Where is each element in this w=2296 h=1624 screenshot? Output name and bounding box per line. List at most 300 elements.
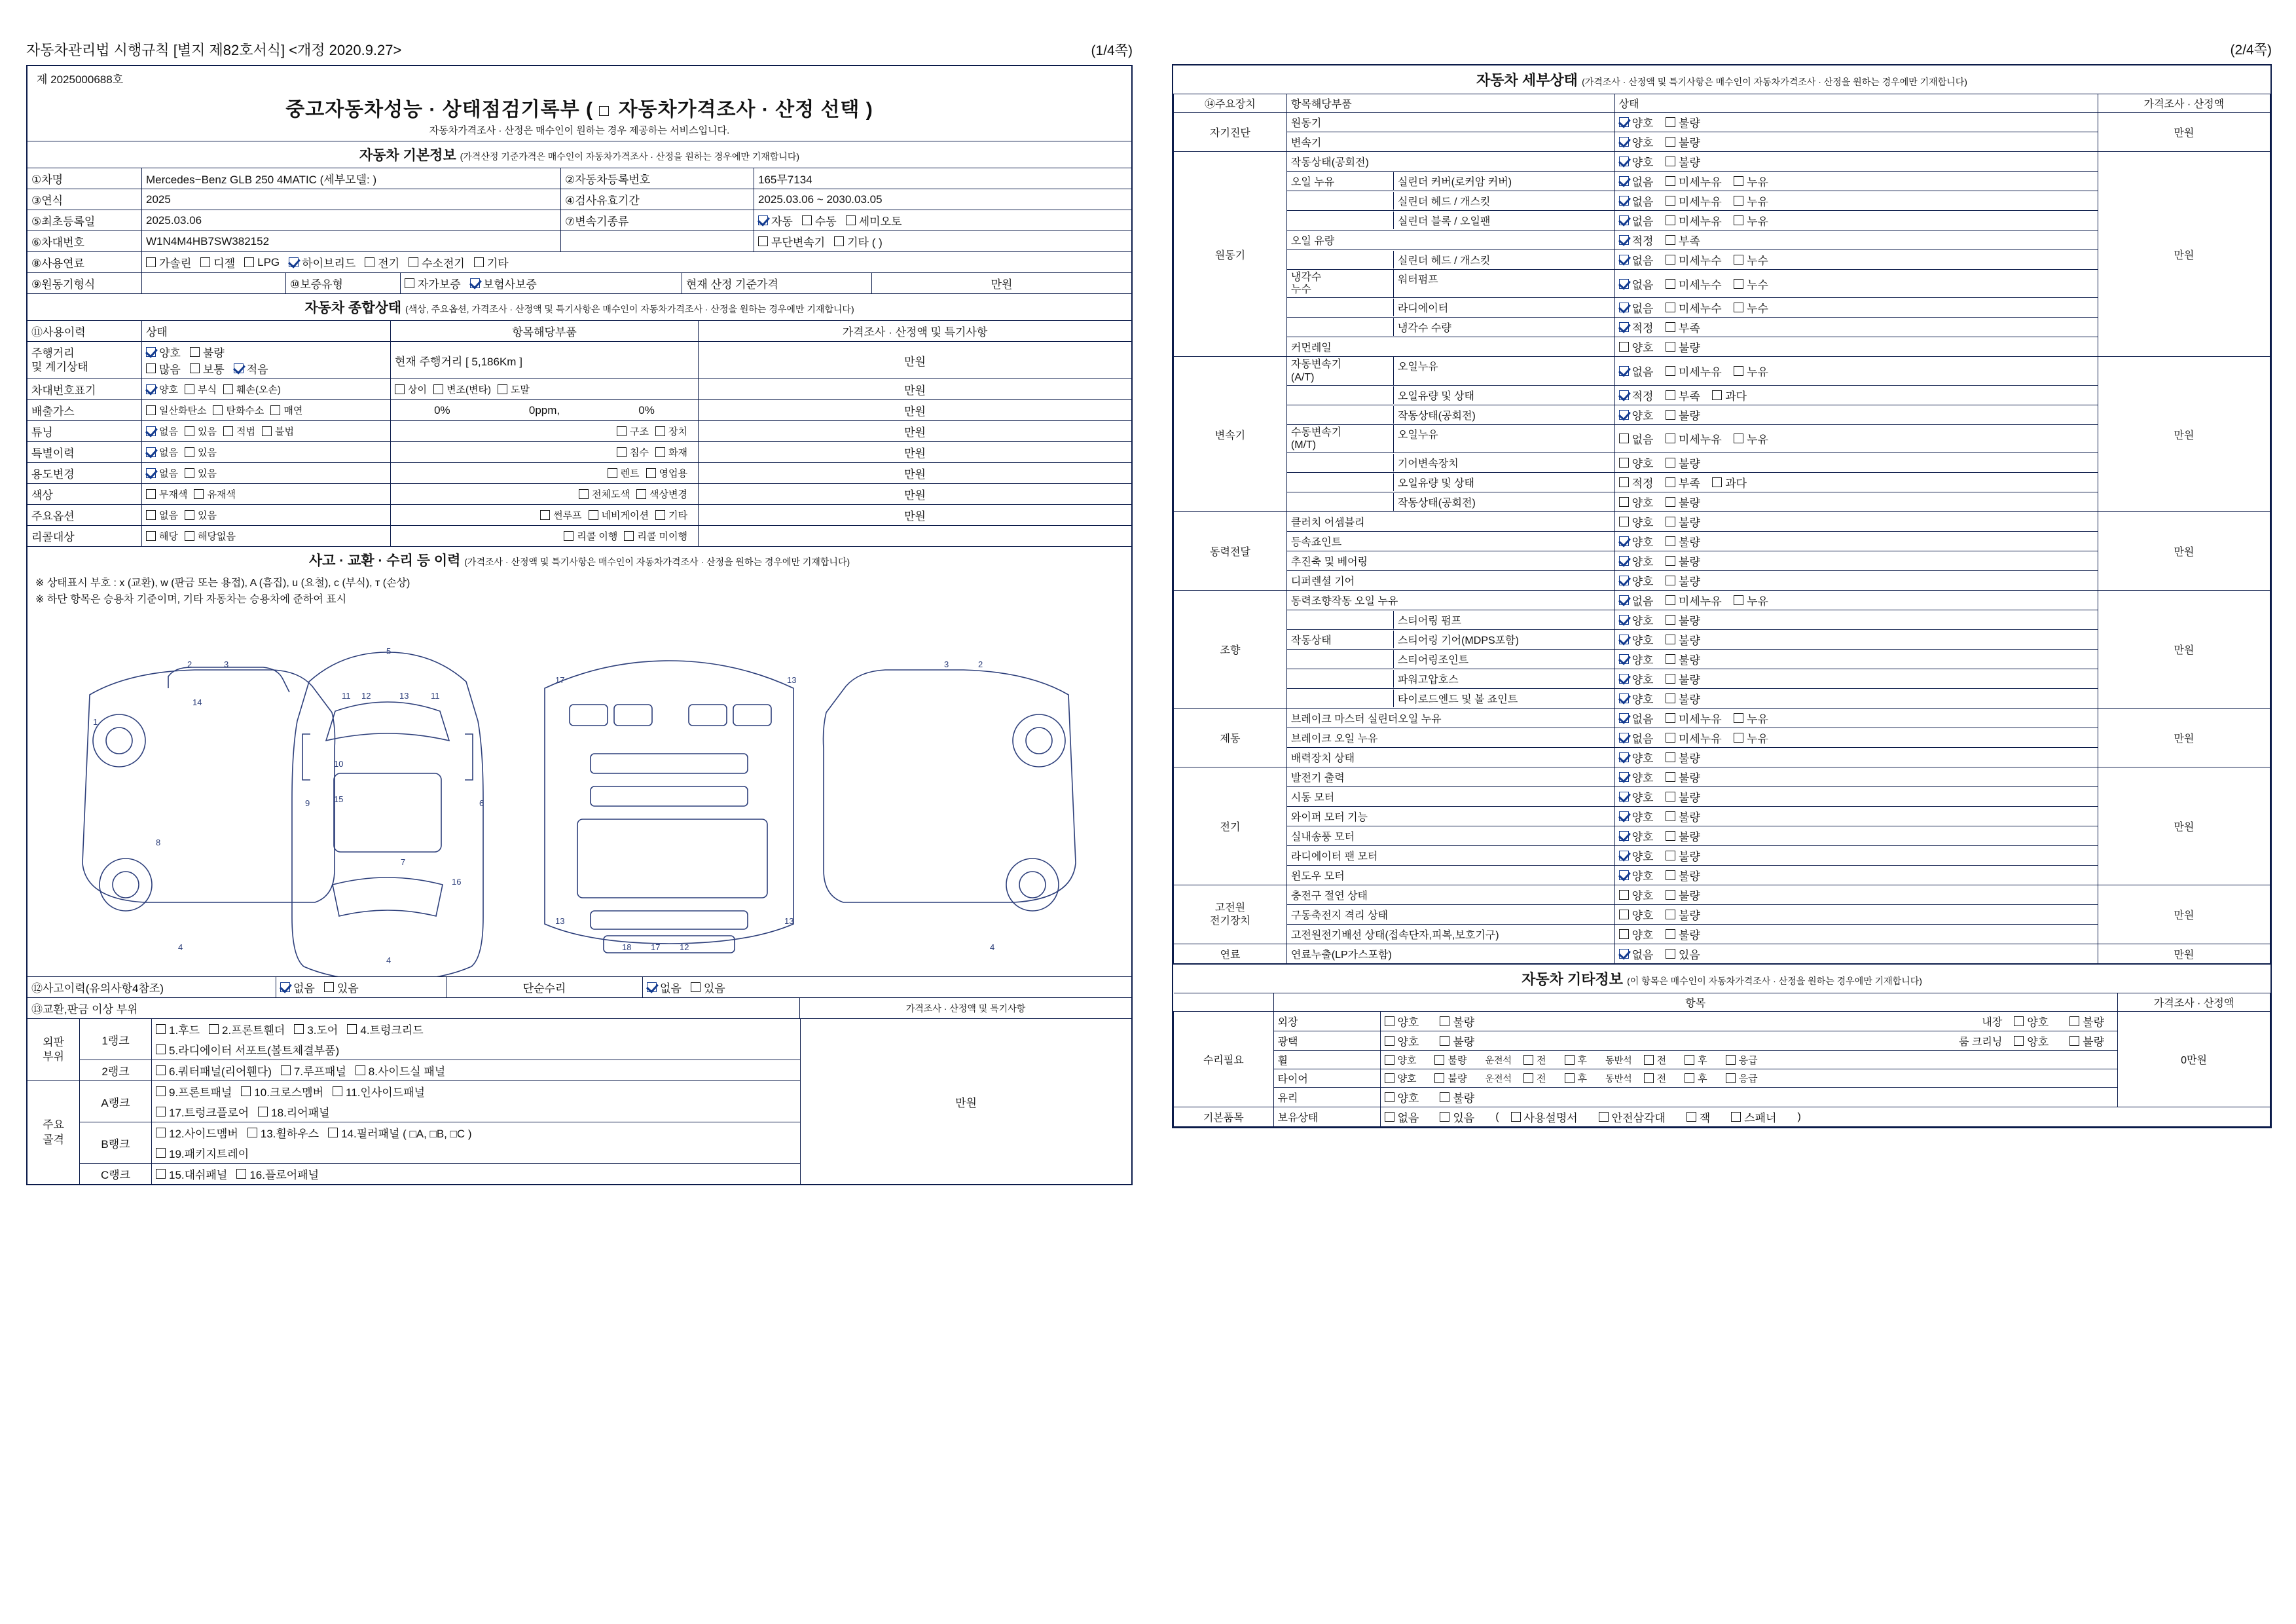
exterior-bad[interactable] (1440, 1013, 1474, 1029)
ps-leak-minor[interactable] (1666, 592, 1722, 608)
usechange-yes[interactable] (185, 466, 217, 480)
head-none[interactable] (1619, 193, 1654, 209)
special-none-checkbox[interactable] (146, 447, 156, 457)
fuel-lpg-checkbox[interactable] (244, 257, 254, 267)
at-leak-none[interactable] (1619, 363, 1654, 379)
color-nonmetal[interactable] (146, 487, 187, 501)
rocker-leak-checkbox[interactable] (1734, 176, 1743, 186)
simple-repair-yes-checkbox[interactable] (691, 982, 701, 992)
simple-repair-none-checkbox[interactable] (647, 982, 657, 992)
tire-good-checkbox[interactable] (1385, 1073, 1394, 1083)
usechange-yes-checkbox[interactable] (185, 468, 194, 478)
tire-passenger-front-checkbox[interactable] (1644, 1073, 1654, 1083)
mt-idle-bad-checkbox[interactable] (1666, 497, 1675, 507)
option-other[interactable] (655, 508, 687, 522)
pump-minor-checkbox[interactable] (1666, 279, 1675, 289)
engine-diag-bad[interactable] (1666, 114, 1700, 130)
tr-bad[interactable] (1666, 690, 1700, 707)
wiper-bad[interactable] (1666, 808, 1700, 824)
coolant-head-minor-checkbox[interactable] (1666, 255, 1675, 265)
mt-amount-low[interactable] (1666, 474, 1700, 490)
coolant-head-none-checkbox[interactable] (1619, 255, 1629, 265)
trans-option-auto[interactable] (758, 212, 793, 229)
vin-damage-checkbox[interactable] (223, 384, 233, 394)
block-none[interactable] (1619, 212, 1654, 229)
wheel-good[interactable] (1385, 1053, 1417, 1067)
item-front-panel-checkbox[interactable] (156, 1086, 166, 1096)
item-radiator-support-checkbox[interactable] (156, 1044, 166, 1054)
wiper-good[interactable] (1619, 808, 1654, 824)
wheel-passenger-rear-checkbox[interactable] (1685, 1055, 1694, 1065)
prop-good-checkbox[interactable] (1619, 556, 1629, 566)
item-quarter-panel-checkbox[interactable] (156, 1065, 166, 1075)
engine-diag-bad-checkbox[interactable] (1666, 117, 1675, 127)
idle-good[interactable] (1619, 153, 1654, 170)
fuel-other[interactable] (474, 254, 509, 270)
coolant-amount-ok-checkbox[interactable] (1619, 322, 1629, 332)
coolant-head-none[interactable] (1619, 251, 1654, 268)
usechange-commercial-checkbox[interactable] (646, 468, 656, 478)
mt-amount-ok-checkbox[interactable] (1619, 477, 1629, 487)
emission-co-checkbox[interactable] (146, 405, 156, 415)
ph-good[interactable] (1619, 671, 1654, 687)
warranty-self-checkbox[interactable] (405, 278, 414, 288)
color-metal-checkbox[interactable] (194, 489, 204, 499)
head-none-checkbox[interactable] (1619, 196, 1629, 206)
recall-applicable[interactable] (146, 529, 178, 543)
color-changed[interactable] (636, 487, 687, 501)
at-amount-ok[interactable] (1619, 387, 1654, 403)
tuning-yes-checkbox[interactable] (185, 426, 194, 436)
bo-minor[interactable] (1666, 729, 1722, 746)
wheel-good-checkbox[interactable] (1385, 1055, 1394, 1065)
fuel-other-checkbox[interactable] (474, 257, 484, 267)
wiper-bad-checkbox[interactable] (1666, 811, 1675, 821)
price-survey-checkbox[interactable] (599, 106, 609, 116)
special-none[interactable] (146, 445, 178, 459)
options-yes-checkbox[interactable] (185, 510, 194, 520)
common-rail-bad-checkbox[interactable] (1666, 342, 1675, 352)
alt-good-checkbox[interactable] (1619, 772, 1629, 782)
option-sunroof-checkbox[interactable] (540, 510, 550, 520)
diff-bad-checkbox[interactable] (1666, 576, 1675, 585)
other-trans-option[interactable] (834, 233, 883, 249)
item-trunk-floor[interactable] (156, 1103, 249, 1120)
vin-differ-checkbox[interactable] (395, 384, 405, 394)
polish-good-checkbox[interactable] (1385, 1036, 1394, 1046)
fan-bad-checkbox[interactable] (1666, 851, 1675, 860)
fuel-leak-yes-checkbox[interactable] (1666, 949, 1675, 959)
vin-good[interactable] (146, 382, 178, 396)
batt-bad[interactable] (1666, 906, 1700, 923)
mt-idle-good[interactable] (1619, 494, 1654, 510)
booster-bad-checkbox[interactable] (1666, 752, 1675, 762)
option-navigation[interactable] (589, 508, 649, 522)
block-minor-checkbox[interactable] (1666, 215, 1675, 225)
window-bad[interactable] (1666, 867, 1700, 883)
at-amount-high-checkbox[interactable] (1712, 390, 1722, 400)
simple-repair-none[interactable] (647, 979, 682, 995)
starter-good[interactable] (1619, 788, 1654, 805)
options-yes[interactable] (185, 508, 217, 522)
usechange-none-checkbox[interactable] (146, 468, 156, 478)
vin-altered-checkbox[interactable] (433, 384, 443, 394)
item-front-fender[interactable] (209, 1021, 285, 1037)
batt-good[interactable] (1619, 906, 1654, 923)
fuel-leak-yes[interactable] (1666, 946, 1700, 962)
tuning-device-checkbox[interactable] (655, 426, 665, 436)
fuel-diesel-checkbox[interactable] (200, 257, 210, 267)
rocker-leak[interactable] (1734, 173, 1768, 189)
bo-leak-checkbox[interactable] (1734, 733, 1743, 743)
item-radiator-support[interactable] (156, 1041, 339, 1058)
oil-amount-ok-checkbox[interactable] (1619, 235, 1629, 245)
tuning-legal-checkbox[interactable] (223, 426, 233, 436)
basic-none-checkbox[interactable] (1385, 1112, 1394, 1122)
basic-spanner[interactable] (1731, 1109, 1776, 1125)
fuel-leak-none-checkbox[interactable] (1619, 949, 1629, 959)
blower-good-checkbox[interactable] (1619, 831, 1629, 841)
mt-leak-minor[interactable] (1666, 430, 1722, 447)
coolant-amount-ok[interactable] (1619, 319, 1654, 335)
trans-diag-good[interactable] (1619, 134, 1654, 150)
basic-manual[interactable] (1511, 1109, 1578, 1125)
at-idle-good[interactable] (1619, 407, 1654, 423)
wiring-good-checkbox[interactable] (1619, 929, 1629, 939)
tire-passenger-rear-checkbox[interactable] (1685, 1073, 1694, 1083)
mileage-few-checkbox[interactable] (234, 363, 244, 373)
at-leak-none-checkbox[interactable] (1619, 366, 1629, 376)
bo-none[interactable] (1619, 729, 1654, 746)
fuel-leak-none[interactable] (1619, 946, 1654, 962)
at-amount-low[interactable] (1666, 387, 1700, 403)
alt-bad[interactable] (1666, 769, 1700, 785)
special-fire[interactable] (655, 445, 687, 459)
starter-bad-checkbox[interactable] (1666, 792, 1675, 802)
tire-bad-checkbox[interactable] (1434, 1073, 1444, 1083)
glass-bad[interactable] (1440, 1089, 1474, 1105)
at-idle-bad[interactable] (1666, 407, 1700, 423)
idle-good-checkbox[interactable] (1619, 157, 1629, 166)
mileage-good-checkbox[interactable] (146, 347, 156, 357)
item-dash-panel-checkbox[interactable] (156, 1169, 166, 1179)
charge-bad[interactable] (1666, 887, 1700, 903)
mt-leak-minor-checkbox[interactable] (1666, 434, 1675, 443)
tr-good-checkbox[interactable] (1619, 693, 1629, 703)
rocker-minor-checkbox[interactable] (1666, 176, 1675, 186)
usechange-commercial[interactable] (646, 466, 687, 480)
color-metal[interactable] (194, 487, 235, 501)
recall-done[interactable] (564, 529, 617, 543)
mt-leak-yes-checkbox[interactable] (1734, 434, 1743, 443)
wheel-driver-rear-checkbox[interactable] (1565, 1055, 1575, 1065)
wheel-passenger-front-checkbox[interactable] (1644, 1055, 1654, 1065)
starter-good-checkbox[interactable] (1619, 792, 1629, 802)
fuel-gasoline[interactable] (146, 254, 191, 270)
mt-gear-bad-checkbox[interactable] (1666, 458, 1675, 468)
trans-option-manual[interactable] (802, 212, 837, 229)
mt-amount-ok[interactable] (1619, 474, 1654, 490)
mt-amount-high-checkbox[interactable] (1712, 477, 1722, 487)
clutch-bad-checkbox[interactable] (1666, 517, 1675, 526)
cv-joint-bad-checkbox[interactable] (1666, 536, 1675, 546)
room-cleaning-good[interactable] (2014, 1033, 2049, 1049)
accident-yes-checkbox[interactable] (324, 982, 334, 992)
ps-leak-yes-checkbox[interactable] (1734, 595, 1743, 605)
tuning-legal[interactable] (223, 424, 255, 438)
accident-none-checkbox[interactable] (280, 982, 290, 992)
item-side-member-checkbox[interactable] (156, 1128, 166, 1137)
sp-good[interactable] (1619, 612, 1654, 628)
recall-done-checkbox[interactable] (564, 531, 574, 541)
charge-bad-checkbox[interactable] (1666, 890, 1675, 900)
sj-good-checkbox[interactable] (1619, 654, 1629, 664)
vin-erased-checkbox[interactable] (498, 384, 507, 394)
item-cross-member-checkbox[interactable] (241, 1086, 251, 1096)
glass-good-checkbox[interactable] (1385, 1092, 1394, 1102)
accident-yes[interactable] (324, 979, 359, 995)
exterior-bad-checkbox[interactable] (1440, 1016, 1449, 1026)
option-navigation-checkbox[interactable] (589, 510, 598, 520)
mt-amount-high[interactable] (1712, 474, 1747, 490)
pump-leak[interactable] (1734, 276, 1768, 292)
recall-not-applicable-checkbox[interactable] (185, 531, 194, 541)
mileage-bad-checkbox[interactable] (190, 347, 200, 357)
booster-good[interactable] (1619, 749, 1654, 766)
basic-spanner-checkbox[interactable] (1731, 1112, 1741, 1122)
ps-leak-none-checkbox[interactable] (1619, 595, 1629, 605)
radiator-minor-checkbox[interactable] (1666, 303, 1675, 312)
mt-leak-yes[interactable] (1734, 430, 1768, 447)
trans-semiauto-checkbox[interactable] (846, 215, 856, 225)
sg-bad[interactable] (1666, 631, 1700, 648)
usechange-rent-checkbox[interactable] (608, 468, 617, 478)
sj-bad[interactable] (1666, 651, 1700, 667)
options-none[interactable] (146, 508, 178, 522)
other-trans-checkbox[interactable] (834, 236, 844, 246)
cv-joint-good[interactable] (1619, 533, 1654, 549)
vin-differ[interactable] (395, 382, 427, 396)
recall-applicable-checkbox[interactable] (146, 531, 156, 541)
sp-bad[interactable] (1666, 612, 1700, 628)
item-side-sill-panel[interactable] (355, 1062, 445, 1079)
item-cross-member[interactable] (241, 1083, 323, 1099)
mt-idle-good-checkbox[interactable] (1619, 497, 1629, 507)
head-minor-checkbox[interactable] (1666, 196, 1675, 206)
sg-bad-checkbox[interactable] (1666, 635, 1675, 644)
tire-bad[interactable] (1434, 1071, 1467, 1085)
at-idle-good-checkbox[interactable] (1619, 410, 1629, 420)
window-good-checkbox[interactable] (1619, 870, 1629, 880)
fan-good[interactable] (1619, 847, 1654, 864)
recall-not-done-checkbox[interactable] (624, 531, 634, 541)
wiring-good[interactable] (1619, 926, 1654, 942)
booster-bad[interactable] (1666, 749, 1700, 766)
wheel-driver-front[interactable] (1523, 1053, 1546, 1067)
basic-yes-checkbox[interactable] (1440, 1112, 1449, 1122)
coolant-head-leak-checkbox[interactable] (1734, 255, 1743, 265)
diff-good[interactable] (1619, 572, 1654, 589)
emission-hc[interactable] (213, 403, 264, 417)
clutch-good[interactable] (1619, 513, 1654, 530)
item-inside-panel-checkbox[interactable] (333, 1086, 342, 1096)
color-full-paint[interactable] (579, 487, 630, 501)
trans-diag-good-checkbox[interactable] (1619, 137, 1629, 147)
mileage-normal[interactable] (190, 360, 225, 377)
fuel-electric[interactable] (365, 254, 399, 270)
basic-triangle-checkbox[interactable] (1599, 1112, 1609, 1122)
idle-bad-checkbox[interactable] (1666, 157, 1675, 166)
batt-good-checkbox[interactable] (1619, 910, 1629, 919)
mc-leak-checkbox[interactable] (1734, 713, 1743, 723)
polish-bad-checkbox[interactable] (1440, 1036, 1449, 1046)
item-trunk-floor-checkbox[interactable] (156, 1107, 166, 1116)
item-pillar-panel[interactable] (328, 1124, 471, 1141)
wiring-bad[interactable] (1666, 926, 1700, 942)
wheel-spare[interactable] (1726, 1053, 1758, 1067)
item-dash-panel[interactable] (156, 1166, 227, 1182)
tuning-yes[interactable] (185, 424, 217, 438)
at-leak-minor[interactable] (1666, 363, 1722, 379)
special-yes-checkbox[interactable] (185, 447, 194, 457)
tire-passenger-rear[interactable] (1685, 1071, 1707, 1085)
option-sunroof[interactable] (540, 508, 581, 522)
mileage-bad[interactable] (190, 344, 225, 360)
basic-triangle[interactable] (1599, 1109, 1666, 1125)
head-leak-checkbox[interactable] (1734, 196, 1743, 206)
fuel-gasoline-checkbox[interactable] (146, 257, 156, 267)
mc-leak[interactable] (1734, 710, 1768, 726)
coolant-head-leak[interactable] (1734, 251, 1768, 268)
engine-diag-good[interactable] (1619, 114, 1654, 130)
alt-bad-checkbox[interactable] (1666, 772, 1675, 782)
wheel-bad-checkbox[interactable] (1434, 1055, 1444, 1065)
clutch-bad[interactable] (1666, 513, 1700, 530)
recall-not-done[interactable] (624, 529, 687, 543)
tuning-illegal[interactable] (262, 424, 294, 438)
cv-joint-good-checkbox[interactable] (1619, 536, 1629, 546)
glass-good[interactable] (1385, 1089, 1419, 1105)
item-roof-panel[interactable] (281, 1062, 346, 1079)
tuning-structure-checkbox[interactable] (617, 426, 627, 436)
blower-bad-checkbox[interactable] (1666, 831, 1675, 841)
sp-good-checkbox[interactable] (1619, 615, 1629, 625)
mileage-many[interactable] (146, 360, 181, 377)
wheel-driver-front-checkbox[interactable] (1523, 1055, 1533, 1065)
tuning-none[interactable] (146, 424, 178, 438)
color-changed-checkbox[interactable] (636, 489, 646, 499)
mt-idle-bad[interactable] (1666, 494, 1700, 510)
polish-good[interactable] (1385, 1033, 1419, 1049)
batt-bad-checkbox[interactable] (1666, 910, 1675, 919)
block-none-checkbox[interactable] (1619, 215, 1629, 225)
at-amount-ok-checkbox[interactable] (1619, 390, 1629, 400)
starter-bad[interactable] (1666, 788, 1700, 805)
block-leak[interactable] (1734, 212, 1768, 229)
tuning-device[interactable] (655, 424, 687, 438)
basic-jack[interactable] (1686, 1109, 1710, 1125)
radiator-none-checkbox[interactable] (1619, 303, 1629, 312)
tire-driver-front-checkbox[interactable] (1523, 1073, 1533, 1083)
ps-leak-yes[interactable] (1734, 592, 1768, 608)
oil-amount-ok[interactable] (1619, 232, 1654, 248)
window-bad-checkbox[interactable] (1666, 870, 1675, 880)
tr-good[interactable] (1619, 690, 1654, 707)
at-amount-high[interactable] (1712, 387, 1747, 403)
oil-amount-low-checkbox[interactable] (1666, 235, 1675, 245)
block-minor[interactable] (1666, 212, 1722, 229)
idle-bad[interactable] (1666, 153, 1700, 170)
emission-smoke-checkbox[interactable] (270, 405, 280, 415)
cvt-option[interactable] (758, 233, 825, 249)
tuning-none-checkbox[interactable] (146, 426, 156, 436)
at-leak-yes-checkbox[interactable] (1734, 366, 1743, 376)
tire-spare-checkbox[interactable] (1726, 1073, 1736, 1083)
warranty-self[interactable] (405, 275, 461, 291)
basic-yes[interactable] (1440, 1109, 1474, 1125)
mt-amount-low-checkbox[interactable] (1666, 477, 1675, 487)
vin-corrosion-checkbox[interactable] (185, 384, 194, 394)
recall-not-applicable[interactable] (185, 529, 236, 543)
item-roof-panel-checkbox[interactable] (281, 1065, 291, 1075)
mt-gear-good[interactable] (1619, 454, 1654, 471)
rocker-minor[interactable] (1666, 173, 1722, 189)
blower-bad[interactable] (1666, 828, 1700, 844)
tire-driver-rear-checkbox[interactable] (1565, 1073, 1575, 1083)
fuel-hybrid-checkbox[interactable] (289, 257, 299, 267)
wheel-driver-rear[interactable] (1565, 1053, 1588, 1067)
prop-good[interactable] (1619, 553, 1654, 569)
sg-good[interactable] (1619, 631, 1654, 648)
item-wheel-house-checkbox[interactable] (247, 1128, 257, 1137)
prop-bad[interactable] (1666, 553, 1700, 569)
item-rear-panel-checkbox[interactable] (258, 1107, 268, 1116)
item-package-tray-checkbox[interactable] (156, 1148, 166, 1158)
rocker-none[interactable] (1619, 173, 1654, 189)
tuning-structure[interactable] (617, 424, 649, 438)
pump-leak-checkbox[interactable] (1734, 279, 1743, 289)
options-none-checkbox[interactable] (146, 510, 156, 520)
item-floor-panel[interactable] (236, 1166, 319, 1182)
exterior-good[interactable] (1385, 1013, 1419, 1029)
at-idle-bad-checkbox[interactable] (1666, 410, 1675, 420)
pump-none[interactable] (1619, 276, 1654, 292)
tuning-illegal-checkbox[interactable] (262, 426, 272, 436)
item-wheel-house[interactable] (247, 1124, 319, 1141)
blower-good[interactable] (1619, 828, 1654, 844)
diff-good-checkbox[interactable] (1619, 576, 1629, 585)
item-side-sill-panel-checkbox[interactable] (355, 1065, 365, 1075)
item-side-member[interactable] (156, 1124, 238, 1141)
item-door[interactable] (294, 1021, 338, 1037)
warranty-insurer[interactable] (470, 275, 537, 291)
bo-minor-checkbox[interactable] (1666, 733, 1675, 743)
polish-bad[interactable] (1440, 1033, 1474, 1049)
tire-driver-front[interactable] (1523, 1071, 1546, 1085)
vin-altered[interactable] (433, 382, 491, 396)
tire-driver-rear[interactable] (1565, 1071, 1588, 1085)
item-hood-checkbox[interactable] (156, 1024, 166, 1034)
at-leak-minor-checkbox[interactable] (1666, 366, 1675, 376)
ps-leak-minor-checkbox[interactable] (1666, 595, 1675, 605)
charge-good[interactable] (1619, 887, 1654, 903)
item-rear-panel[interactable] (258, 1103, 329, 1120)
wheel-passenger-rear[interactable] (1685, 1053, 1707, 1067)
pump-minor[interactable] (1666, 276, 1722, 292)
mc-minor[interactable] (1666, 710, 1722, 726)
item-trunk-lid-checkbox[interactable] (347, 1024, 357, 1034)
sj-bad-checkbox[interactable] (1666, 654, 1675, 664)
